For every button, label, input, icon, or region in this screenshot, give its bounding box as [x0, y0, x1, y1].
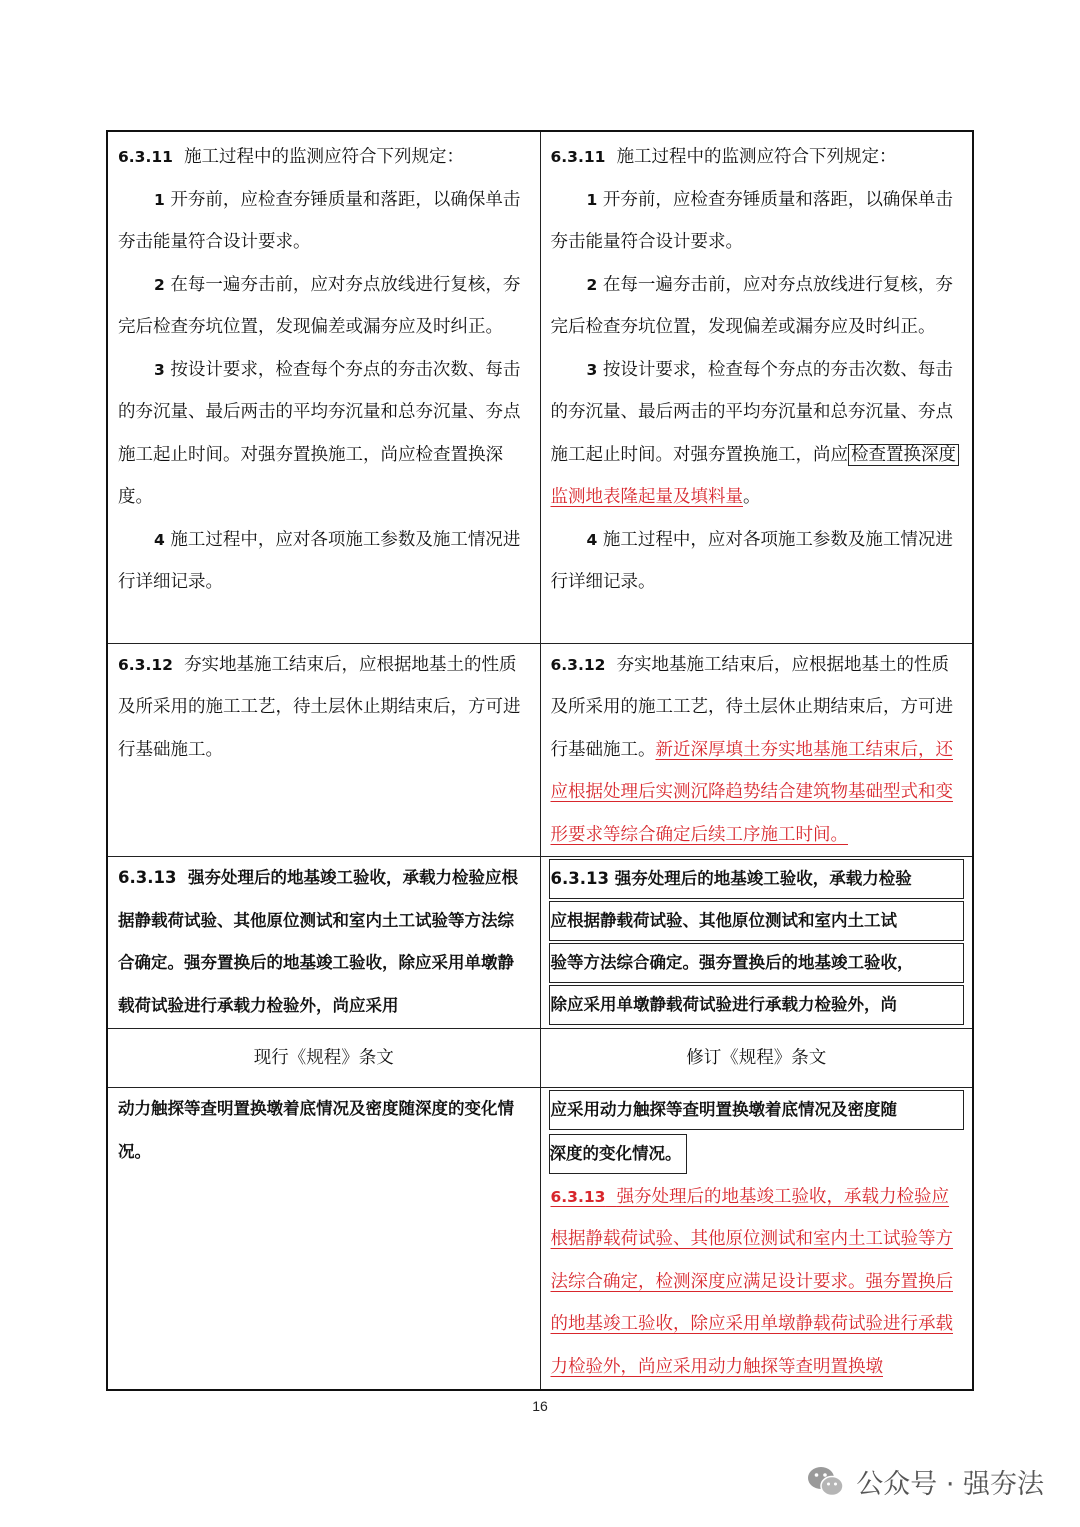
table-header-row [107, 1029, 973, 1088]
item-text: 开夯前，应检查夯锤质量和落距，以确保单击夯击能量符合设计要求。 [118, 189, 521, 252]
current-clause-6-3-12 [107, 643, 540, 857]
clause-number: 6.3.13 [118, 868, 177, 887]
watermark [806, 1462, 1044, 1501]
item-text: 施工过程中，应对各项施工参数及施工情况进行详细记录。 [118, 529, 521, 592]
item-number: 2 [586, 275, 598, 294]
current-clause-6-3-13 [107, 857, 540, 1029]
item-text: 按设计要求，检查每个夯点的夯击次数、每击的夯沉量、最后两击的平均夯沉量和总夯沉量、夯点施工起止时间。对强夯置换施工，尚应检查置换深度。 [118, 359, 521, 507]
revised-clause-6-3-12 [540, 643, 973, 857]
item-number: 3 [154, 360, 165, 379]
clause-title: 施工过程中的监测应符合下列规定： [184, 147, 465, 167]
added-text: 新近深厚填土夯实地基施工结束后，还应根据处理后实测沉降趋势结合建筑物基础型式和变形要求等综合确定后续工序施工时间。 [550, 739, 953, 845]
item-text: 在每一遍夯击前，应对夯点放线进行复核，夯完后检查夯坑位置，发现偏差或漏夯应及时纠正。 [550, 274, 953, 337]
current-clause-6-3-11 [107, 131, 540, 643]
revised-clause-6-3-11 [540, 131, 973, 643]
table-row [107, 643, 973, 857]
item-text: 施工过程中，应对各项施工参数及施工情况进行详细记录。 [550, 529, 953, 592]
revised-clause-6-3-13-deleted [540, 857, 973, 1029]
deleted-text-box: 检查置换深度 [848, 444, 959, 466]
deleted-line: 除应采用单墩静载荷试验进行承载力检验外，尚 [549, 985, 965, 1025]
clause-number: 6.3.13 [550, 1187, 606, 1206]
revised-clause-6-3-13-cont [540, 1088, 973, 1390]
current-clause-6-3-13-cont [107, 1088, 540, 1390]
clause-number: 6.3.11 [550, 148, 606, 166]
page-number: 16 [532, 1398, 548, 1414]
deleted-line: 应采用动力触探等查明置换墩着底情况及密度随 [549, 1090, 965, 1130]
clause-number: 6.3.12 [550, 655, 606, 674]
table-row [107, 1088, 973, 1390]
header-revised: 修订《规程》条文 [540, 1029, 973, 1088]
table-row [107, 131, 973, 643]
item-number: 2 [154, 275, 165, 294]
item-number: 1 [154, 190, 165, 209]
added-text: 监测地表隆起量及填料量 [550, 487, 743, 507]
item-number: 4 [154, 530, 165, 549]
item-text: 开夯前，应检查夯锤质量和落距，以确保单击夯击能量符合设计要求。 [550, 189, 953, 252]
clause-text: 夯实地基施工结束后，应根据地基土的性质及所采用的施工工艺，待土层休止期结束后，方可进行基础施工。 [118, 654, 521, 760]
watermark-text: 公众号 · 强夯法 [856, 1469, 1044, 1500]
clause-text: 强夯处理后的地基竣工验收，承载力检验应根据静载荷试验、其他原位测试和室内土工试验等方法综合确定。强夯置换后的地基竣工验收，除应采用单墩静载荷试验进行承载力检验外，尚应采用 [118, 868, 518, 1015]
deleted-line: 深度的变化情况。 [549, 1134, 687, 1174]
clause-text: 夯实地基施工结束后，应根据地基土的性质及所采用的施工工艺，待土层休止期结束后，方可进行基础施工。 [550, 654, 953, 760]
deleted-line: 应根据静载荷试验、其他原位测试和室内土工试 [549, 901, 965, 941]
added-text: 强夯处理后的地基竣工验收，承载力检验应根据静载荷试验、其他原位测试和室内土工试验等方法综合确定，检测深度应满足设计要求。强夯置换后的地基竣工验收，除应采用单墩静载荷试验进行承载力检验外，尚应采用动力触探等查明置换墩 [550, 1186, 953, 1377]
item-text-end: 。 [743, 487, 761, 507]
clause-number: 6.3.12 [118, 655, 173, 674]
wechat-icon [806, 1464, 846, 1500]
table-row [107, 857, 973, 1029]
clause-title: 施工过程中的监测应符合下列规定： [616, 147, 897, 167]
item-number: 3 [586, 360, 598, 379]
item-number: 1 [586, 190, 598, 209]
clause-number: 6.3.11 [118, 148, 173, 166]
item-text: 在每一遍夯击前，应对夯点放线进行复核，夯完后检查夯坑位置，发现偏差或漏夯应及时纠正。 [118, 274, 521, 337]
clause-text: 动力触探等查明置换墩着底情况及密度随深度的变化情况。 [118, 1099, 514, 1161]
item-number: 4 [586, 530, 598, 549]
comparison-table [106, 130, 974, 1391]
deleted-line: 6.3.13 强夯处理后的地基竣工验收，承载力检验 [549, 859, 965, 899]
item-text: 按设计要求，检查每个夯点的夯击次数、每击的夯沉量、最后两击的平均夯沉量和总夯沉量、夯点施工起止时间。对强夯置换施工，尚应 [550, 359, 953, 465]
header-current: 现行《规程》条文 [107, 1029, 540, 1088]
deleted-line: 验等方法综合确定。强夯置换后的地基竣工验收， [549, 943, 965, 983]
